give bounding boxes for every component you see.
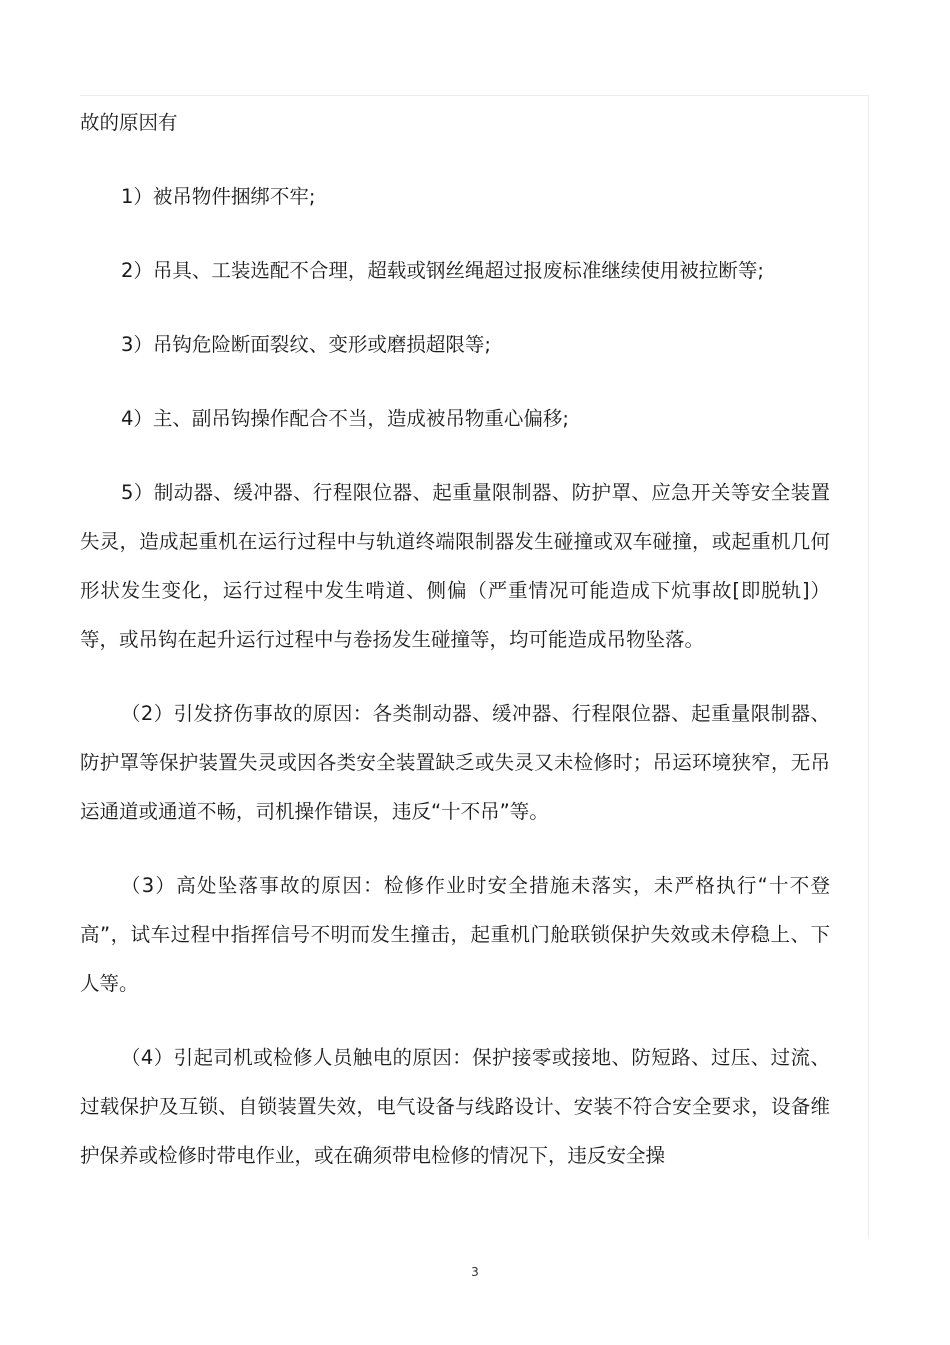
paragraph-9: （4）引起司机或检修人员触电的原因：保护接零或接地、防短路、过压、过流、过载保护及互锁、自锁装置失效，电气设备与线路设计、安装不符合安全要求，设备维护保养或检修时带电作业，或在确须带电检修的情况下，违反安全操 [80, 1046, 830, 1167]
paragraph-3: 2）吊具、工装选配不合理，超载或钢丝绳超过报废标准继续使用被拉断等; [121, 259, 764, 282]
paragraph-4: 3）吊钩危险断面裂纹、变形或磨损超限等; [121, 333, 491, 356]
paragraph-6: 5）制动器、缓冲器、行程限位器、起重量限制器、防护罩、应急开关等安全装置失灵，造成起重机在运行过程中与轨道终端限制器发生碰撞或双车碰撞，或起重机几何形状发生变化，运行过程中发生啃道、侧偏（严重情况可能造成下炕事故[即脱轨]）等，或吊钩在起升运行过程中与卷扬发生碰撞等，均可能造成吊物坠落。 [80, 481, 830, 651]
paragraph-5: 4）主、副吊钩操作配合不当，造成被吊物重心偏移; [121, 407, 569, 430]
paragraph-8: （3）高处坠落事故的原因：检修作业时安全措施未落实，未严格执行“十不登高”，试车过程中指挥信号不明而发生撞击，起重机门舱联锁保护失效或未停稳上、下人等。 [80, 874, 830, 995]
paragraph-2: 1）被吊物件捆绑不牢; [121, 185, 316, 208]
paragraph-7: （2）引发挤伤事故的原因：各类制动器、缓冲器、行程限位器、起重量限制器、防护罩等保护装置失灵或因各类安全装置缺乏或失灵又未检修时；吊运环境狭窄，无吊运通道或通道不畅，司机操作错误，违反“十不吊”等。 [80, 702, 830, 823]
paragraph-1: 故的原因有 [80, 111, 178, 134]
page-number: 3 [471, 1265, 479, 1279]
document-body [80, 98, 830, 1180]
